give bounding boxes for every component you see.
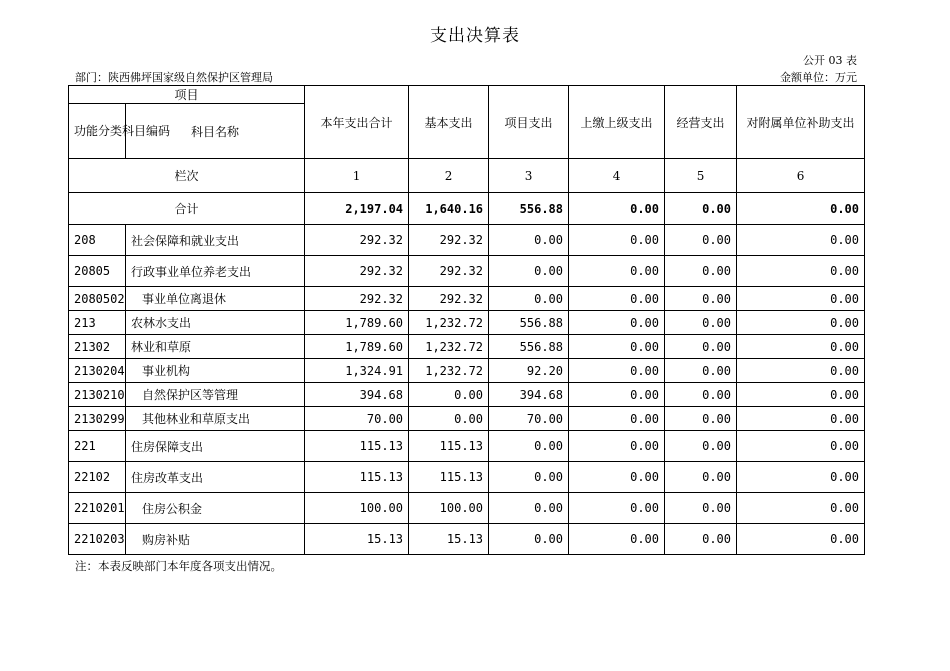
table-row	[69, 256, 865, 287]
amount-cell: 0.00	[569, 493, 665, 524]
amount-cell: 15.13	[305, 524, 409, 555]
table-row	[69, 335, 865, 359]
table-row	[69, 311, 865, 335]
amount-cell: 0.00	[665, 335, 737, 359]
amount-cell: 0.00	[665, 431, 737, 462]
amount-cell: 0.00	[665, 225, 737, 256]
amount-cell: 0.00	[737, 383, 865, 407]
column-label: 栏次	[69, 159, 305, 193]
amount-cell: 0.00	[569, 225, 665, 256]
amount-cell: 92.20	[489, 359, 569, 383]
header-total: 本年支出合计	[305, 86, 409, 159]
amount-cell: 0.00	[665, 493, 737, 524]
subject-name-cell: 自然保护区等管理	[126, 383, 305, 407]
column-number: 3	[489, 159, 569, 193]
amount-cell: 0.00	[737, 256, 865, 287]
amount-cell: 0.00	[569, 431, 665, 462]
total-cell: 0.00	[569, 193, 665, 225]
header-func-code: 功能分类科目编码	[69, 104, 126, 159]
func-code-cell: 22102	[69, 462, 126, 493]
amount-cell: 0.00	[737, 311, 865, 335]
amount-cell: 0.00	[569, 383, 665, 407]
amount-cell: 1,789.60	[305, 311, 409, 335]
amount-cell: 0.00	[737, 407, 865, 431]
amount-cell: 0.00	[569, 335, 665, 359]
amount-cell: 0.00	[489, 225, 569, 256]
amount-cell: 115.13	[409, 462, 489, 493]
func-code-cell: 2210201	[69, 493, 126, 524]
amount-cell: 0.00	[737, 287, 865, 311]
subject-name-cell: 社会保障和就业支出	[126, 225, 305, 256]
subject-name-cell: 事业单位离退休	[126, 287, 305, 311]
amount-cell: 292.32	[409, 287, 489, 311]
amount-cell: 0.00	[409, 383, 489, 407]
amount-cell: 0.00	[489, 431, 569, 462]
func-code-cell: 2210203	[69, 524, 126, 555]
subject-name-cell: 其他林业和草原支出	[126, 407, 305, 431]
header-project: 项目	[69, 86, 305, 104]
header-upper-payment: 上缴上级支出	[569, 86, 665, 159]
header-basic: 基本支出	[409, 86, 489, 159]
unit-label: 金额单位：万元	[780, 71, 857, 84]
subject-name-cell: 住房改革支出	[126, 462, 305, 493]
amount-cell: 0.00	[737, 225, 865, 256]
func-code-cell: 213	[69, 311, 126, 335]
column-number-row	[69, 159, 865, 193]
amount-cell: 292.32	[409, 256, 489, 287]
func-code-cell: 21302	[69, 335, 126, 359]
func-code-cell: 2080502	[69, 287, 126, 311]
amount-cell: 100.00	[409, 493, 489, 524]
amount-cell: 0.00	[737, 335, 865, 359]
total-cell: 0.00	[665, 193, 737, 225]
column-number: 1	[305, 159, 409, 193]
amount-cell: 0.00	[665, 287, 737, 311]
table-row	[69, 383, 865, 407]
amount-cell: 292.32	[305, 287, 409, 311]
table-row	[69, 407, 865, 431]
amount-cell: 0.00	[665, 359, 737, 383]
amount-cell: 394.68	[489, 383, 569, 407]
amount-cell: 0.00	[737, 493, 865, 524]
amount-cell: 0.00	[569, 311, 665, 335]
amount-cell: 0.00	[569, 359, 665, 383]
table-row	[69, 359, 865, 383]
total-cell: 556.88	[489, 193, 569, 225]
column-number: 5	[665, 159, 737, 193]
table-row	[69, 462, 865, 493]
amount-cell: 0.00	[489, 493, 569, 524]
amount-cell: 0.00	[737, 462, 865, 493]
total-cell: 0.00	[737, 193, 865, 225]
amount-cell: 100.00	[305, 493, 409, 524]
department-label: 部门：陕西佛坪国家级自然保护区管理局	[75, 71, 273, 84]
column-number: 6	[737, 159, 865, 193]
amount-cell: 292.32	[305, 225, 409, 256]
amount-cell: 0.00	[569, 524, 665, 555]
func-code-cell: 2130210	[69, 383, 126, 407]
column-number: 4	[569, 159, 665, 193]
expenditure-table	[68, 85, 865, 555]
amount-cell: 0.00	[737, 359, 865, 383]
amount-cell: 115.13	[409, 431, 489, 462]
subject-name-cell: 农林水支出	[126, 311, 305, 335]
subject-name-cell: 住房保障支出	[126, 431, 305, 462]
amount-cell: 0.00	[569, 407, 665, 431]
subject-name-cell: 住房公积金	[126, 493, 305, 524]
amount-cell: 0.00	[665, 256, 737, 287]
amount-cell: 1,324.91	[305, 359, 409, 383]
table-id: 公开 03 表	[803, 54, 857, 67]
amount-cell: 0.00	[409, 407, 489, 431]
amount-cell: 0.00	[489, 256, 569, 287]
amount-cell: 394.68	[305, 383, 409, 407]
header-subject-name: 科目名称	[126, 104, 305, 159]
column-number: 2	[409, 159, 489, 193]
table-row	[69, 493, 865, 524]
table-row	[69, 225, 865, 256]
header-project-expenditure: 项目支出	[489, 86, 569, 159]
header-subsidy: 对附属单位补助支出	[737, 86, 865, 159]
amount-cell: 0.00	[737, 524, 865, 555]
func-code-cell: 221	[69, 431, 126, 462]
func-code-cell: 2130204	[69, 359, 126, 383]
amount-cell: 70.00	[305, 407, 409, 431]
amount-cell: 115.13	[305, 462, 409, 493]
amount-cell: 1,789.60	[305, 335, 409, 359]
total-cell: 2,197.04	[305, 193, 409, 225]
amount-cell: 292.32	[305, 256, 409, 287]
amount-cell: 0.00	[489, 287, 569, 311]
page-title: 支出决算表	[430, 26, 520, 46]
amount-cell: 556.88	[489, 335, 569, 359]
amount-cell: 292.32	[409, 225, 489, 256]
subject-name-cell: 林业和草原	[126, 335, 305, 359]
table-row	[69, 524, 865, 555]
amount-cell: 1,232.72	[409, 359, 489, 383]
amount-cell: 556.88	[489, 311, 569, 335]
amount-cell: 0.00	[569, 287, 665, 311]
footnote: 注：本表反映部门本年度各项支出情况。	[75, 559, 282, 573]
total-cell: 1,640.16	[409, 193, 489, 225]
func-code-cell: 208	[69, 225, 126, 256]
amount-cell: 0.00	[569, 462, 665, 493]
subject-name-cell: 事业机构	[126, 359, 305, 383]
amount-cell: 70.00	[489, 407, 569, 431]
amount-cell: 15.13	[409, 524, 489, 555]
subject-name-cell: 行政事业单位养老支出	[126, 256, 305, 287]
amount-cell: 0.00	[665, 524, 737, 555]
amount-cell: 0.00	[665, 383, 737, 407]
total-row	[69, 193, 865, 225]
amount-cell: 0.00	[489, 462, 569, 493]
table-row	[69, 287, 865, 311]
amount-cell: 0.00	[665, 311, 737, 335]
amount-cell: 115.13	[305, 431, 409, 462]
total-label: 合计	[69, 193, 305, 225]
subject-name-cell: 购房补贴	[126, 524, 305, 555]
amount-cell: 0.00	[569, 256, 665, 287]
header-business: 经营支出	[665, 86, 737, 159]
amount-cell: 0.00	[665, 407, 737, 431]
func-code-cell: 2130299	[69, 407, 126, 431]
amount-cell: 0.00	[665, 462, 737, 493]
amount-cell: 0.00	[489, 524, 569, 555]
table-row	[69, 431, 865, 462]
amount-cell: 1,232.72	[409, 335, 489, 359]
func-code-cell: 20805	[69, 256, 126, 287]
amount-cell: 0.00	[737, 431, 865, 462]
amount-cell: 1,232.72	[409, 311, 489, 335]
